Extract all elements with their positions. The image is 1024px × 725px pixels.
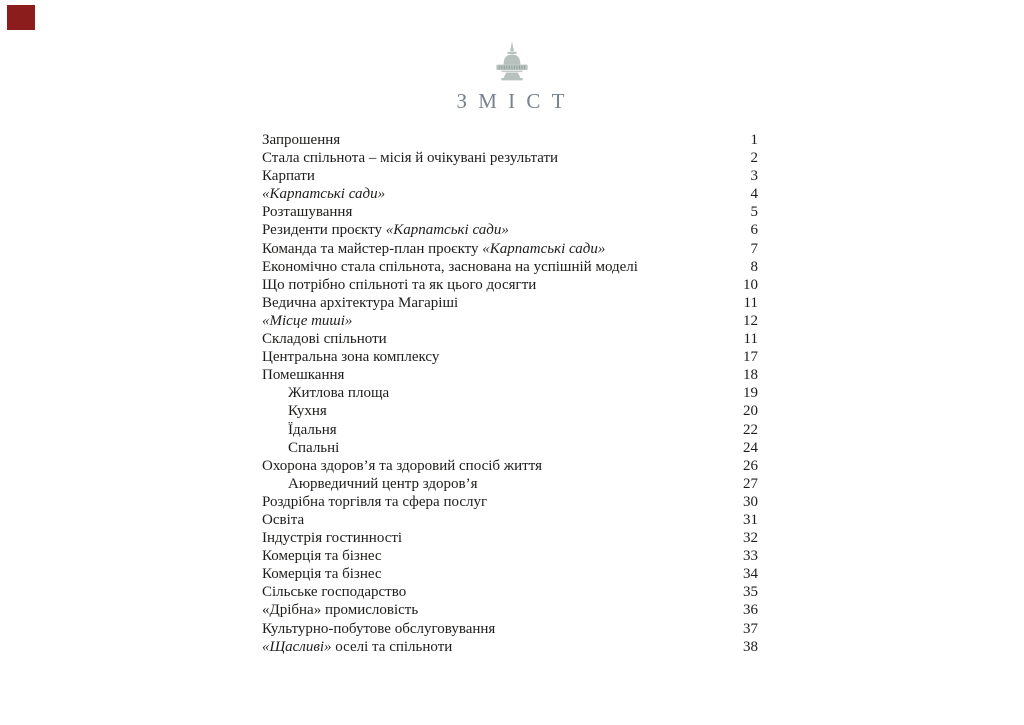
toc-entry-page: 19	[743, 385, 758, 402]
toc-entry	[262, 565, 758, 583]
toc-entry-page: 12	[743, 312, 758, 329]
toc-entry-title: Запрошення	[262, 132, 341, 148]
toc-entry-title: Центральна зона комплексу	[262, 349, 440, 366]
toc-entry-page: 24	[743, 439, 758, 456]
stupa-icon	[494, 41, 530, 81]
toc-entry-page: 35	[743, 584, 758, 601]
toc-entry	[262, 620, 758, 638]
toc-entry	[262, 276, 758, 294]
toc-entry-page: 11	[743, 294, 758, 311]
toc-entry-page: 20	[743, 403, 758, 420]
toc-entry-title: «Карпатські сади»	[262, 186, 386, 203]
toc-entry	[262, 312, 758, 330]
toc-entry-title: Ведична архітектура Магаріші	[262, 294, 459, 311]
toc-entry-page: 34	[743, 566, 758, 583]
toc-entry-page: 3	[750, 168, 758, 185]
toc-entry-title: Розташування	[262, 204, 353, 221]
toc-entry	[262, 583, 758, 601]
toc-entry-page: 2	[750, 150, 758, 167]
toc-entry-title: Економічно стала спільнота, заснована на успішній моделі	[262, 258, 638, 275]
toc-entry	[262, 529, 758, 547]
toc-entry	[262, 348, 758, 366]
toc-entry	[262, 149, 758, 167]
toc-entry-title: Стала спільнота – місія й очікувані результати	[262, 150, 559, 167]
toc-entry-title: Спальні	[288, 439, 340, 456]
toc-entry	[262, 601, 758, 619]
toc-entry	[262, 547, 758, 565]
toc-entry-page: 4	[750, 186, 758, 203]
toc-entry-page: 6	[750, 222, 758, 239]
toc-entry-page: 36	[743, 602, 758, 619]
toc-entry	[262, 131, 758, 149]
toc-entry	[262, 294, 758, 312]
toc-entry-title: Аюрведичний центр здоров’я	[288, 475, 478, 492]
toc-entry	[262, 402, 758, 420]
toc-entry	[262, 511, 758, 529]
toc-entry-title: Охорона здоров’я та здоровий спосіб життя	[262, 457, 542, 474]
toc-entry-title: Комерція та бізнес	[262, 566, 382, 583]
toc-entry-page: 10	[743, 276, 758, 293]
toc-entry-title: Роздрібна торгівля та сфера послуг	[262, 493, 488, 510]
toc-entry-page: 37	[743, 620, 758, 637]
toc-entry	[262, 167, 758, 185]
page-title: З М І С Т	[456, 89, 568, 113]
toc-entry	[262, 240, 758, 258]
toc-entry-page: 32	[743, 530, 758, 547]
toc-entry-title: Освіта	[262, 511, 305, 528]
toc-entry	[262, 457, 758, 475]
toc-entry-title: «Дрібна» промисловість	[262, 602, 419, 619]
toc-entry	[262, 439, 758, 457]
toc-entry	[262, 366, 758, 384]
toc-entry-title: Команда та майстер-план проєкту «Карпатські сади»	[262, 240, 606, 257]
toc-entry-page: 5	[750, 204, 758, 221]
toc-entry-page: 8	[750, 258, 758, 275]
toc-entry	[262, 493, 758, 511]
toc-entry	[262, 221, 758, 239]
corner-marker	[7, 5, 35, 30]
toc-entry-title: Карпати	[262, 168, 315, 185]
toc-entry-page: 17	[743, 349, 758, 366]
toc-entry-title: Культурно-побутове обслуговування	[262, 620, 496, 637]
toc-entry	[262, 384, 758, 402]
toc-entry	[262, 185, 758, 203]
toc-entry	[262, 330, 758, 348]
toc-entry-page: 11	[743, 331, 758, 348]
toc-entry	[262, 421, 758, 439]
toc-entry	[262, 203, 758, 221]
toc-entry-title: Помешкання	[262, 367, 345, 384]
toc-entry-title: Що потрібно спільноті та як цього досягти	[262, 276, 537, 293]
toc-entry-page: 33	[743, 548, 758, 565]
toc-entry-title: Їдальня	[288, 421, 337, 438]
toc-list	[262, 131, 758, 656]
toc-entry-title: Кухня	[288, 403, 327, 420]
toc-entry-title: Комерція та бізнес	[262, 548, 382, 565]
toc-entry-page: 22	[743, 421, 758, 438]
toc-entry	[262, 475, 758, 493]
toc-entry	[262, 258, 758, 276]
toc-entry-title: Індустрія гостинності	[262, 530, 403, 547]
toc-entry-page: 7	[750, 240, 758, 257]
toc-entry-title: Резиденти проєкту «Карпатські сади»	[262, 222, 509, 239]
toc-entry-page: 26	[743, 457, 758, 474]
toc-entry-title: Житлова площа	[288, 385, 390, 402]
toc-entry-page: 38	[743, 638, 758, 655]
toc-entry-title: Сільське господарство	[262, 584, 407, 601]
toc-entry-page: 30	[743, 493, 758, 510]
toc-entry-page: 31	[743, 511, 758, 528]
toc-entry-title: Складові спільноти	[262, 331, 387, 348]
toc-entry-page: 27	[743, 475, 758, 492]
toc-entry-title: «Щасливі» оселі та спільноти	[262, 638, 453, 655]
toc-entry-page: 1	[750, 132, 758, 148]
toc-entry-title: «Місце тиші»	[262, 312, 353, 329]
toc-entry-page: 18	[743, 367, 758, 384]
toc-entry	[262, 638, 758, 656]
